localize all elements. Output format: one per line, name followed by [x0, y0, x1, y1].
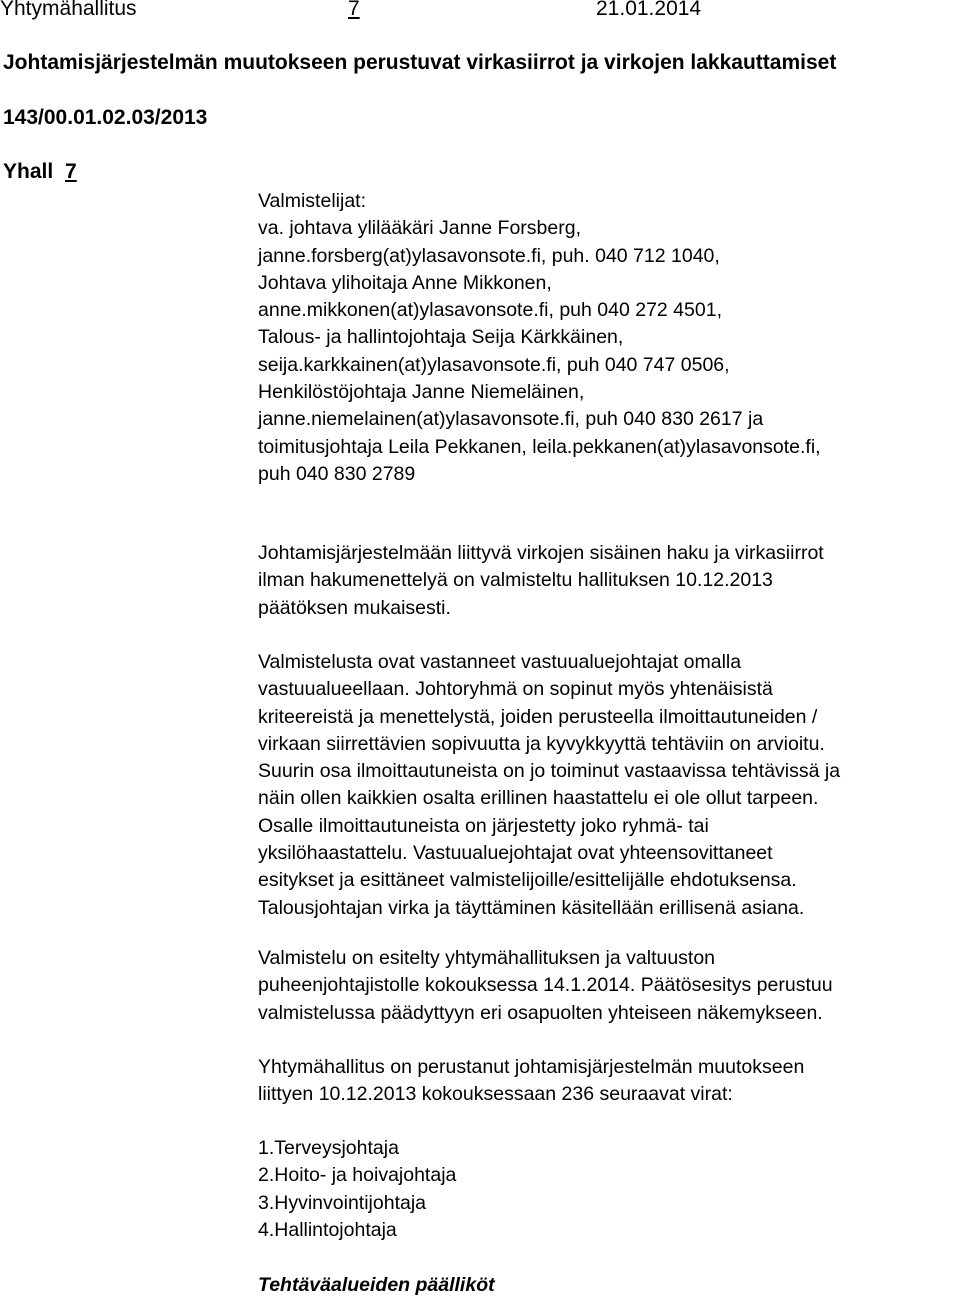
preparers-line: Valmistelijat:	[258, 190, 367, 212]
positions-list	[258, 1135, 960, 1244]
paragraph-line: kriteereistä ja menettelystä, joiden perusteella ilmoittautuneiden /	[258, 705, 818, 728]
paragraph-line: Osalle ilmoittautuneista on järjestetty joko ryhmä- tai	[258, 814, 709, 837]
case-number: 143/00.01.02.03/2013	[3, 106, 208, 129]
paragraph-line: puheenjohtajistolle kokouksessa 14.1.2014. Päätösesitys perustuu	[258, 974, 833, 997]
paragraph-line: esitykset ja esittäneet valmistelijoille/esittelijälle ehdotuksensa.	[258, 869, 797, 892]
list-item: 3.Hyvinvointijohtaja	[258, 1191, 427, 1214]
agenda-reference	[3, 160, 77, 184]
paragraph-line: Valmistelusta ovat vastanneet vastuualuejohtajat omalla	[258, 651, 742, 673]
subheading-block	[258, 1272, 960, 1299]
paragraph-4	[258, 1054, 960, 1109]
agenda-section: 7	[65, 160, 77, 183]
paragraph-line: valmistelussa päädyttyyn eri osapuolten yhteiseen näkemykseen.	[258, 1001, 823, 1024]
paragraph-1	[258, 540, 960, 622]
paragraph-line: Yhtymähallitus on perustanut johtamisjärjestelmän muutokseen	[258, 1056, 805, 1078]
preparers-line: toimitusjohtaja Leila Pekkanen, leila.pekkanen(at)ylasavonsote.fi,	[258, 435, 821, 458]
preparers-line: va. johtava ylilääkäri Janne Forsberg,	[258, 217, 581, 240]
paragraph-line: Talousjohtajan virka ja täyttäminen käsitellään erillisenä asiana.	[258, 896, 805, 919]
list-item: 2.Hoito- ja hoivajohtaja	[258, 1164, 457, 1187]
paragraph-line: näin ollen kaikkien osalta erillinen haastattelu ei ole ollut tarpeen.	[258, 787, 819, 810]
preparers-line: puh 040 830 2789	[258, 462, 416, 485]
paragraph-line: vastuualueellaan. Johtoryhmä on sopinut myös yhtenäisistä	[258, 678, 773, 701]
paragraph-line: päätöksen mukaisesti.	[258, 596, 451, 619]
preparers-line: anne.mikkonen(at)ylasavonsote.fi, puh 040 272 4501,	[258, 299, 722, 322]
header-date: 21.01.2014	[596, 0, 702, 20]
preparers-line: Talous- ja hallintojohtaja Seija Kärkkäinen,	[258, 326, 624, 349]
header-org: Yhtymähallitus	[0, 0, 137, 20]
agenda-body: Yhall	[3, 160, 54, 183]
paragraph-line: Suurin osa ilmoittautuneista on jo toiminut vastaavissa tehtävissä ja	[258, 760, 841, 783]
paragraph-line: virkaan siirrettävien sopivuutta ja kyvykkyyttä tehtäviin on arvioitu.	[258, 732, 825, 755]
paragraph-3	[258, 945, 960, 1027]
preparers-line: Henkilöstöjohtaja Janne Niemeläinen,	[258, 381, 585, 404]
paragraph-line: Valmistelu on esitelty yhtymähallituksen ja valtuuston	[258, 947, 716, 969]
paragraph-line: liittyen 10.12.2013 kokouksessaan 236 seuraavat virat:	[258, 1083, 733, 1106]
list-item: 1.Terveysjohtaja	[258, 1137, 399, 1159]
preparers-line: janne.forsberg(at)ylasavonsote.fi, puh. 040 712 1040,	[258, 244, 720, 267]
list-item: 4.Hallintojohtaja	[258, 1218, 397, 1241]
paragraph-line: yksilöhaastattelu. Vastuualuejohtajat ovat yhteensovittaneet	[258, 842, 773, 865]
paragraph-2	[258, 649, 960, 922]
preparers-line: seija.karkkainen(at)ylasavonsote.fi, puh 040 747 0506,	[258, 353, 730, 376]
preparers-line: janne.niemelainen(at)ylasavonsote.fi, puh 040 830 2617 ja	[258, 408, 764, 431]
document-title: Johtamisjärjestelmän muutokseen perustuvat virkasiirrot ja virkojen lakkauttamiset	[3, 51, 837, 74]
preparers-block	[258, 188, 960, 488]
paragraph-line: Johtamisjärjestelmään liittyvä virkojen sisäinen haku ja virkasiirrot	[258, 542, 824, 564]
paragraph-line: ilman hakumenettelyä on valmisteltu hallituksen 10.12.2013	[258, 569, 773, 592]
subheading: Tehtäväalueiden päälliköt	[258, 1274, 495, 1296]
header-section: 7	[348, 0, 360, 20]
preparers-line: Johtava ylihoitaja Anne Mikkonen,	[258, 271, 552, 294]
